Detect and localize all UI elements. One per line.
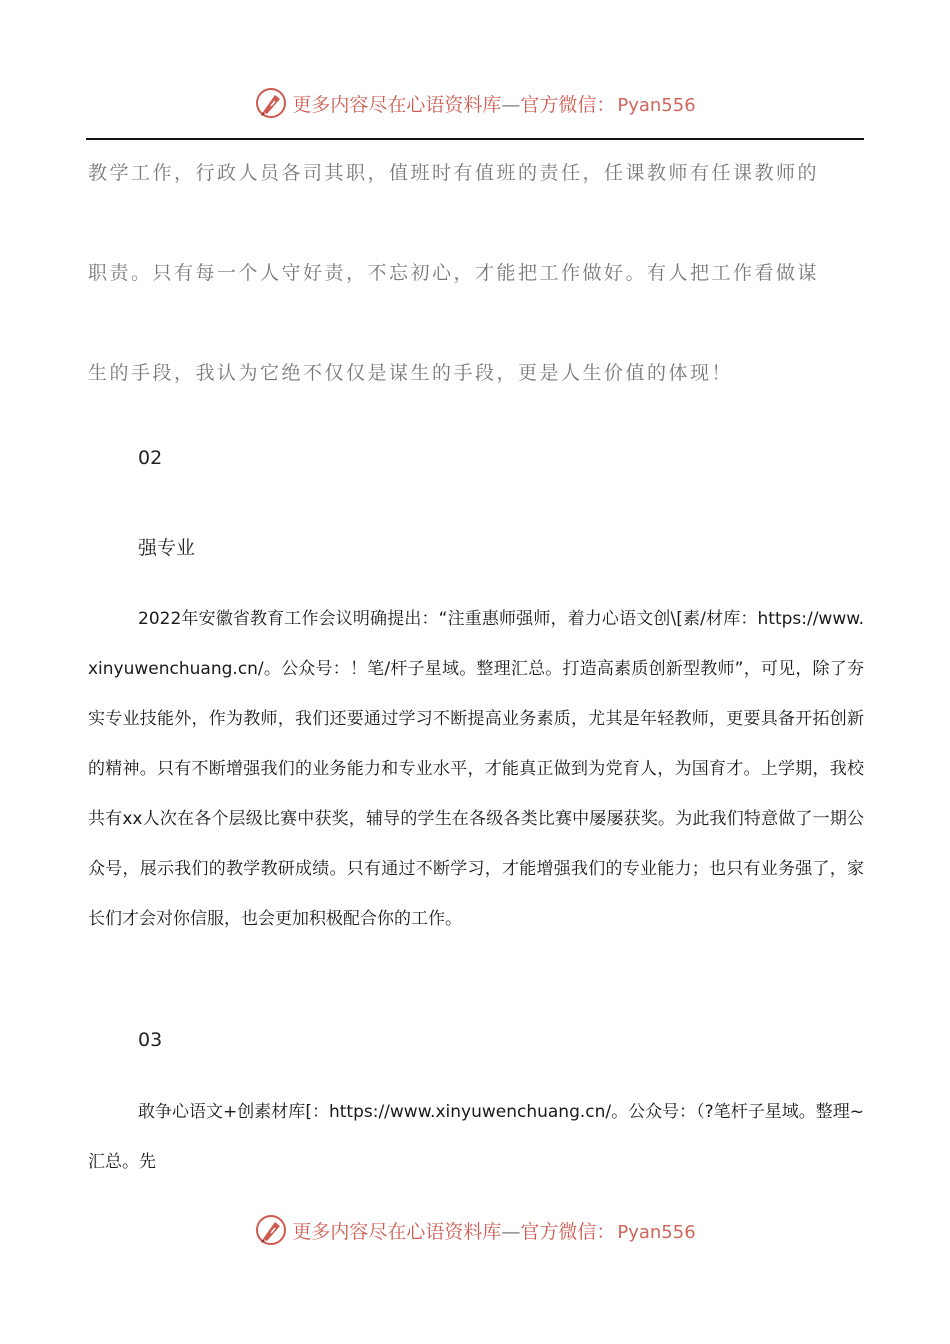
footer-banner — [0, 1210, 950, 1250]
header-wechat-handle: Pyan556 — [617, 94, 696, 116]
intro-line-1: 教学工作，行政人员各司其职，值班时有值班的责任，任课教师有任课教师的 — [88, 162, 820, 184]
intro-line-2: 职责。只有每一个人守好责，不忘初心，才能把工作做好。有人把工作看做谋 — [88, 262, 820, 284]
pen-nib-logo-icon — [254, 1213, 288, 1247]
pen-nib-logo-icon — [254, 86, 288, 120]
header-banner-text — [292, 90, 695, 117]
footer-dash: — — [501, 1220, 521, 1243]
header-rule — [86, 138, 864, 140]
section-02-paragraph: 2022年安徽省教育工作会议明确提出：“注重惠师强师，着力心语文创\[素/材库：https://www.xinyuwenchuang.cn/。公众号：！笔/杆子星域。整理汇总。打造高素质创新型教师”，可见，除了夯实专业技能外，作为教师，我们还要通过学习不断提高业务素质，尤其是年轻教师，更要具备开拓创新的精神。只有不断增强我们的业务能力和专业水平，才能真正做到为党育人，为国育才。上学期，我校共有xx人次在各个层级比赛中获奖，辅导的学生在各级各类比赛中屡屡获奖。为此我们特意做了一期公众号，展示我们的教学教研成绩。只有通过不断学习，才能增强我们的专业能力；也只有业务强了，家长们才会对你信服，也会更加积极配合你的工作。 — [88, 609, 864, 929]
section-02-title: 强专业 — [138, 537, 196, 559]
footer-banner-text — [292, 1217, 695, 1244]
header-banner — [0, 83, 950, 123]
section-03-paragraph: 敢争心语文+创素材库[：https://www.xinyuwenchuang.cn/。公众号：（?笔杆子星域。整理~汇总。先 — [88, 1102, 864, 1172]
intro-line-3: 生的手段，我认为它绝不仅仅是谋生的手段，更是人生价值的体现！ — [88, 362, 734, 384]
header-wechat-label: 官方微信： — [520, 93, 616, 116]
footer-wechat-label: 官方微信： — [520, 1220, 616, 1243]
footer-wechat-handle: Pyan556 — [617, 1221, 696, 1243]
footer-site-name: 更多内容尽在心语资料库 — [292, 1220, 502, 1243]
section-02-number: 02 — [138, 447, 163, 469]
header-site-name: 更多内容尽在心语资料库 — [292, 93, 502, 116]
section-03-number: 03 — [138, 1029, 163, 1051]
header-dash: — — [501, 93, 521, 116]
